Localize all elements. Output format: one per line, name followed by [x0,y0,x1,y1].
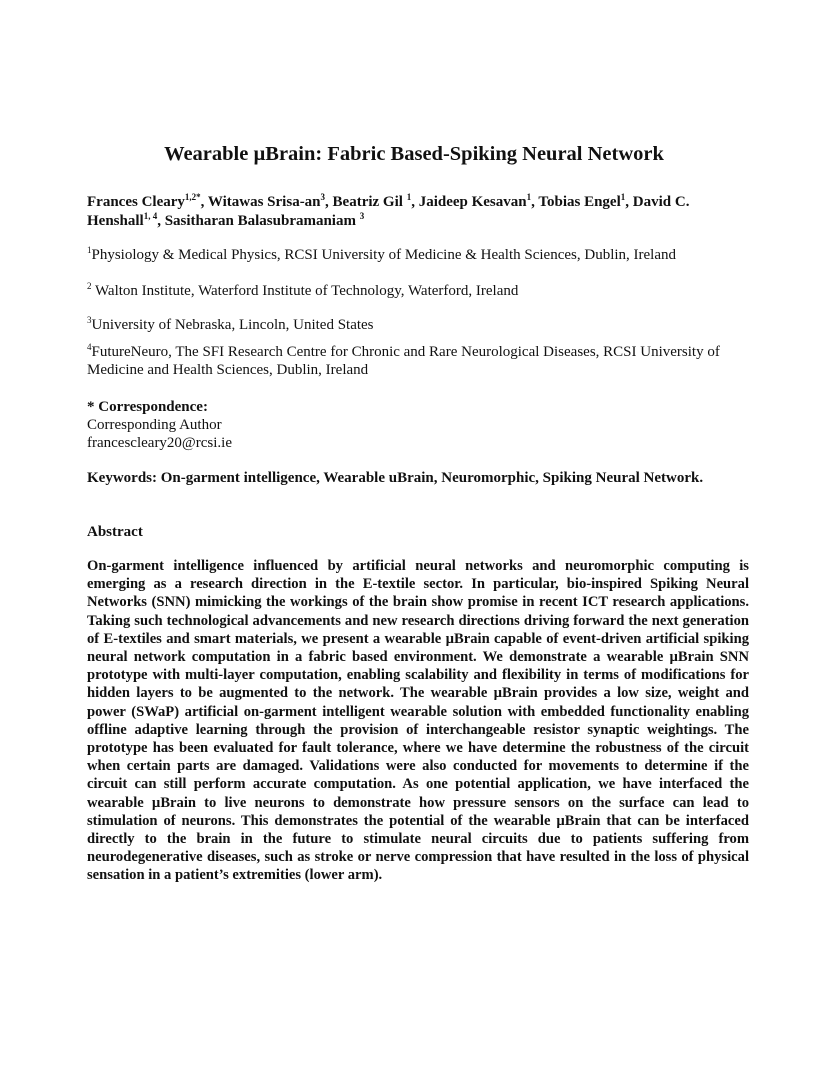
author-affiliation-marker: 3 [359,211,365,221]
affiliation-marker: 2 [87,281,92,291]
affiliation-marker: 4 [87,342,92,352]
author-name: David C. Henshall [87,194,690,229]
paper-title: Wearable µBrain: Fabric Based-Spiking Neural Network [164,143,664,165]
author-affiliation-marker: 1 [406,192,412,202]
author-affiliation-marker: 3 [320,192,326,202]
author-affiliation-marker: 1, 4 [143,211,158,221]
affiliation [87,343,749,379]
author-name: Beatriz Gil [332,194,407,210]
author-name: Frances Cleary [87,194,185,210]
affiliation-text: University of Nebraska, Lincoln, United States [91,317,374,333]
keywords: Keywords: On-garment intelligence, Wearable uBrain, Neuromorphic, Spiking Neural Network. [87,470,704,486]
affiliation [87,282,749,300]
affiliation-text: Physiology & Medical Physics, RCSI University of Medicine & Health Sciences, Dublin, Ireland [91,247,677,263]
affiliation-text: Walton Institute, Waterford Institute of Technology, Waterford, Ireland [91,283,519,299]
abstract-heading: Abstract [87,524,143,540]
affiliation-marker: 1 [87,245,92,255]
correspondence-email[interactable]: francescleary20@rcsi.ie [87,435,232,451]
author-name: Tobias Engel [538,194,621,210]
author-list: Frances Cleary$^{1,2*}$, Witawas Srisa-$an^3$, Beatriz Gil $^1$, Jaideep Kesavan$^1$, Tobias Engel$^1$, David C. Henshall$^{1, 4}$, Sasitharan Balasubramaniam $^3$ [87,192,690,229]
author-affiliation-marker: 1 [620,192,626,202]
author-name: Sasitharan Balasubramaniam [164,213,360,229]
affiliation-marker: 3 [87,315,92,325]
author-affiliation-marker: 1,2* [184,192,201,202]
author-name: Witawas Srisa-an [207,194,321,210]
affiliation-text: FutureNeuro, The SFI Research Centre for Chronic and Rare Neurological Diseases, RCSI University of Medicine and Health Sciences, Dublin, Ireland [87,344,720,378]
correspondence-role: Corresponding Author [87,417,222,433]
correspondence-label: * Correspondence: [87,399,208,415]
affiliation [87,316,749,334]
correspondence [87,398,749,452]
abstract-text: On-garment intelligence influenced by artificial neural networks and neuromorphic computing is emerging as a research direction in the E-textile sector. In particular, bio-inspired Spiking Neural Networks (SNN) mimicking the workings of the brain show promise in recent ICT research applications. Taking such technological advancements and new research directions driving forward the next generation of E-textiles and smart materials, we present a wearable µBrain capable of event-driven artificial spiking neural network computation in a fabric based environment. We demonstrate a wearable µBrain SNN prototype with multi-layer computation, enabling scalability and flexibility in terms of modifications for hidden layers to be augmented to the network. The wearable µBrain provides a low size, weight and power (SWaP) artificial on-garment intelligent wearable solution with embedded functionality enabling offline adaptive learning through the provision of interchangeable resistor synaptic weightings. The prototype has been evaluated for fault tolerance, where we have determine the robustness of the circuit when certain parts are damaged. Validations were also conducted for movements to determine if the circuit can still perform accurate computation. As one potential application, we have interfaced the wearable µBrain to live neurons to demonstrate how pressure sensors on the surface can lead to stimulation of neurons. This demonstrates the potential of the wearable µBrain that can be interfaced directly to the brain in the future to stimulate neural circuits due to patients suffering from neurodegenerative diseases, such as stroke or nerve compression that have resulted in the loss of physical sensation in a patient’s extremities (lower arm). [87,558,749,884]
author-affiliation-marker: 1 [526,192,532,202]
author-name: Jaideep Kesavan [418,194,527,210]
affiliation [87,246,749,264]
